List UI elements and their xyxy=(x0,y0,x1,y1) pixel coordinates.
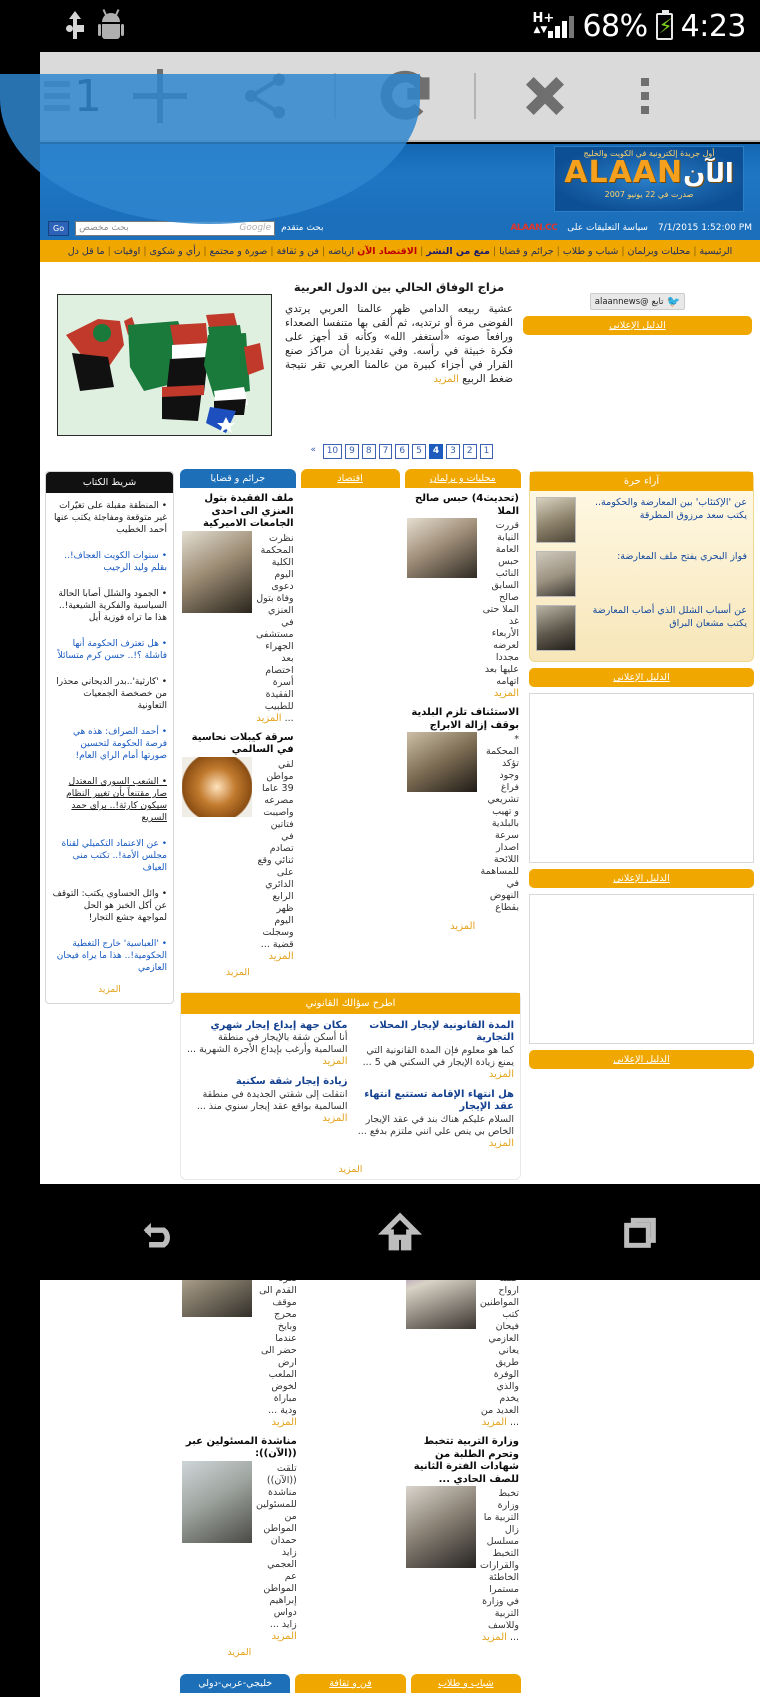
article-body: القدم الى موقف محرج وبايخ عندما حضر الى ارض الملعب لخوض مباراة ودية ... المزيد xyxy=(259,1284,297,1428)
writer-link[interactable]: • هل تعترف الحكومة أنها فاشلة ؟!.. حسن كرم متسائلاً xyxy=(57,639,167,661)
opinion-item[interactable] xyxy=(530,545,753,599)
nav-item-1[interactable]: محليات وبرلمان xyxy=(627,245,691,257)
section-col-jaraim xyxy=(180,469,296,984)
article-more-link[interactable]: المزيد xyxy=(271,1630,297,1642)
site-nav: الرئيسية | محليات وبرلمان | شباب و طلاب | جرائم و قضايا | منع من النشر | الاقتصاد الآن ارياضه | فن و ثقافة | صورة و مجتمع | رأي و شكوى | اوفيات | ما قل دل xyxy=(40,240,760,262)
opinion-item[interactable] xyxy=(530,491,753,545)
clock-label: 4:23 xyxy=(680,8,746,44)
legal-item[interactable] xyxy=(187,1076,348,1125)
article-card[interactable] xyxy=(180,1431,299,1664)
nav-item-11[interactable]: ما قل دل xyxy=(67,245,105,257)
battery-percent-label: 68% xyxy=(582,8,648,44)
writers-strip-panel xyxy=(45,471,174,1004)
lead-article xyxy=(279,262,519,436)
writers-more-link[interactable]: المزيد xyxy=(98,985,121,995)
lead-row xyxy=(40,262,760,436)
logo-arabic: الآن xyxy=(683,159,734,189)
site-header xyxy=(40,144,760,216)
writer-link[interactable]: • المنطقة مقبلة على تغيّرات غير متوقعة ومفاجئة يكتب عنها أحمد الخطيب xyxy=(53,501,167,535)
browser-viewport[interactable] xyxy=(40,144,760,1689)
article-title: سرقة كيبلات نحاسية في السالمي xyxy=(191,731,294,755)
article-body: قررت النيابة العامة حبس النائب السابق صالح الملا حتى غد الأربعاء لعرضه مجددا عليها بعد اتهامه المزيد xyxy=(482,520,519,699)
nav-item-3[interactable]: جرائم و قضايا xyxy=(499,245,554,257)
logo-tagline-bottom: صدرت في 22 يونيو 2007 xyxy=(604,190,694,199)
legal-more-link[interactable]: المزيد xyxy=(322,1112,348,1124)
pager-page-2[interactable]: 2 xyxy=(463,444,477,459)
pager-page-5[interactable]: 5 xyxy=(412,444,426,459)
article-card[interactable] xyxy=(180,488,296,727)
legal-footer-more-link[interactable]: المزيد xyxy=(338,1163,363,1175)
lead-article-body: عشية ربيعه الدامي ظهر عالمنا العربي يرتدي الفوضى مرة أو ترتديه، ثم ألقى بها متنفسا الصعداء ورافعاً صوته «أستغفر الله» وكأنه قد أجهز على فكرة خبيثة في رأسه. وفي تقديرنا أن مراكز صنع القرار في أجزاء كبيرة من عالمنا العربي تقر نتيجة ضغط الربيع المزيد xyxy=(285,303,513,385)
article-title: الاستئناف تلزم البلدية بوقف إزالة الابراج xyxy=(411,707,519,731)
pager-page-9[interactable]: 9 xyxy=(345,444,359,459)
site-utility-bar xyxy=(40,216,760,240)
article-thumbnail xyxy=(182,757,252,817)
legal-question: زيادة إيجار شقة سكنية xyxy=(235,1076,348,1087)
article-more-link[interactable]: المزيد xyxy=(268,950,294,962)
section-header-jaraim[interactable]: جرائم و قضايا xyxy=(180,469,296,488)
site-datetime: 7/1/2015 1:52:00 PM xyxy=(657,223,752,233)
pager-page-4-active[interactable]: 4 xyxy=(429,444,443,459)
android-nav-bar xyxy=(40,1184,760,1280)
overflow-menu-button[interactable] xyxy=(600,51,690,141)
section-more-link[interactable]: المزيد xyxy=(227,1646,252,1658)
section-col-shabab xyxy=(411,1674,521,1693)
site-logo[interactable] xyxy=(554,146,744,212)
article-body: نظرت المحكمة الكلية اليوم دعوى وفاة بتول العنزي في مستشفى الجهراء بعد اختصام أسرة الفقيدة للطبيب ... المزيد xyxy=(255,532,294,724)
pager-prev[interactable]: « xyxy=(307,444,320,459)
article-card[interactable] xyxy=(404,1431,521,1646)
twitter-icon: 🐦 xyxy=(666,295,681,308)
article-title: وزارة التربية تتخبط وتحرم الطلبة من شهادات الفترة الثانية للصف الحادي ... xyxy=(413,1436,519,1485)
nav-item-6[interactable]: ارياضه xyxy=(328,245,355,257)
legal-question: هل انتهاء الإقامة تستتبع انتهاء عقد الإيجار xyxy=(364,1088,514,1112)
legal-section-header: اطرح سؤالك القانوني xyxy=(181,993,520,1014)
search-placeholder: بحث مخصص xyxy=(79,223,129,233)
section-col-iqtisad xyxy=(301,469,400,984)
nav-item-8[interactable]: صورة و مجتمع xyxy=(209,245,268,257)
logo-tagline-top: أول جريدة إلكترونية في الكويت والخليج xyxy=(583,149,715,158)
article-card[interactable] xyxy=(405,702,522,935)
pager-page-10[interactable]: 10 xyxy=(323,444,342,459)
article-body: تلقت ((الآن)) مناشدة للمسئولين من المواطن حمدان زايد العجمي عم المواطن إبراهيم دواس زايد ... المزيد xyxy=(255,1462,297,1642)
network-type-label: H+ xyxy=(532,11,555,26)
section-header-khaleeji[interactable]: خليجي-عربي-دولي xyxy=(180,1674,290,1693)
writer-link[interactable]: • عن الاعتماد التكميلي لقناة مجلس الأمة!.. تكتب منى العياف xyxy=(61,839,167,873)
section-col-fan xyxy=(295,1674,405,1693)
ad-directory-bar-3[interactable]: الدليل الإعلاني xyxy=(529,869,754,888)
status-right-icons xyxy=(532,9,760,44)
home-button[interactable] xyxy=(340,1202,460,1262)
status-left-icons xyxy=(40,11,124,41)
legal-question: المدة القانونية لإيجار المحلات التجارية xyxy=(369,1019,514,1043)
pager-page-8[interactable]: 8 xyxy=(362,444,376,459)
right-sidebar xyxy=(43,465,178,1697)
opinion-item-text: فواز البحري يفتح ملف المعارضة: xyxy=(617,551,747,562)
section-header-shabab[interactable]: شباب و طلاب xyxy=(411,1674,521,1693)
article-thumbnail xyxy=(182,1461,252,1543)
article-thumbnail xyxy=(407,732,477,792)
comments-policy-link[interactable]: سياسة التعليقات على xyxy=(567,223,648,233)
article-thumbnail xyxy=(182,531,252,613)
search-go-button[interactable]: Go xyxy=(48,221,69,236)
legal-more-link[interactable]: المزيد xyxy=(488,1137,514,1149)
pager-page-7[interactable]: 7 xyxy=(379,444,393,459)
writer-link[interactable]: • 'العباسية' خارج التغطية الحكومية!.. هذا ما يراه فيحان العازمي xyxy=(56,939,167,973)
article-more-link[interactable]: المزيد xyxy=(271,1416,297,1428)
writer-link[interactable]: • 'كارثية'..بدر الديحاني محذرا من خصخصة الجمعيات التعاونية xyxy=(56,677,167,711)
writer-link[interactable]: • أحمد الصراف: هذه هي فرصة الحكومة لتحسين صورتها أمام الراي العام! xyxy=(72,727,167,761)
article-thumbnail xyxy=(406,1486,476,1568)
section-header-fan[interactable]: فن و ثقافة xyxy=(295,1674,405,1693)
article-card[interactable] xyxy=(180,727,296,984)
legal-item[interactable] xyxy=(187,1020,348,1069)
legal-answer: أنا أسكن شقة بالإيجار في منطقة السالمية وأرغب بإيداع الأجرة الشهرية ... المزيد xyxy=(186,1032,348,1067)
opinions-panel xyxy=(529,471,754,662)
legal-answer: السلام عليكم هناك بند في عقد الإيجار الخاص بي ينص علي انني ملتزم بدفع ... المزيد xyxy=(357,1113,514,1149)
usb-icon xyxy=(66,11,84,41)
opinions-header: آراء حرة xyxy=(530,472,753,491)
article-more-link[interactable]: المزيد xyxy=(450,921,476,932)
toolbar-divider-2 xyxy=(460,51,490,141)
battery-charging-icon: ⚡ xyxy=(656,13,673,40)
ad-directory-bar-1[interactable]: الدليل الإعلاني xyxy=(523,316,752,335)
home-icon xyxy=(379,1211,421,1253)
article-card[interactable] xyxy=(405,488,522,702)
legal-answer: انتقلت إلى شقتي الجديدة في منطقة السالمية بواقع عقد إيجار سنوي منذ ... المزيد xyxy=(196,1088,348,1124)
article-more-wrap xyxy=(407,914,520,933)
writer-link[interactable]: • وائل الحساوي يكتب: التوقف عن أكل الخبز هو الحل لمواجهة جشع التجار! xyxy=(52,889,167,923)
android-status-bar xyxy=(40,0,760,52)
signal-icon xyxy=(532,11,574,38)
nav-item-4[interactable]: منع من النشر xyxy=(426,245,490,257)
section-row-1 xyxy=(180,469,521,984)
data-arrows-icon: ▲▼ xyxy=(533,25,548,35)
pager-page-3[interactable]: 3 xyxy=(446,444,460,459)
main-content xyxy=(40,465,760,1697)
arab-world-map-image xyxy=(57,294,272,436)
article-body: تخبط وزارة التربية ما زال مسلسل التخبط والقرارات الخاطئة مستمرا في وزارة التربية وللاسف ... المزيد xyxy=(480,1488,519,1643)
nav-item-9[interactable]: رأي و شكوى xyxy=(149,245,201,257)
writers-strip-header: شريط الكتاب xyxy=(46,472,173,493)
article-more-link[interactable]: المزيد xyxy=(256,712,282,724)
writer-link[interactable]: • الشعب السوري المعتدل صار مقتنعاً بأن تغيير النظام سيكون كارثة!.. براي حمد السريع xyxy=(66,777,167,823)
article-title: (تحديث4) حبس صالح الملا xyxy=(415,493,519,517)
article-thumbnail xyxy=(407,518,477,578)
opinion-author-photo xyxy=(536,605,576,651)
section-header-mahaliyat[interactable]: محليات و برلمان xyxy=(405,469,522,488)
recent-apps-button[interactable] xyxy=(580,1202,700,1262)
ad-directory-bar-2[interactable]: الدليل الإعلاني xyxy=(529,668,754,687)
legal-more-link[interactable]: المزيد xyxy=(322,1056,348,1067)
section-col-mahaliyat xyxy=(405,469,522,984)
nav-item-7[interactable]: فن و ثقافة xyxy=(276,245,319,257)
legal-questions-panel xyxy=(180,992,521,1180)
search-engine-label: Google xyxy=(239,223,272,233)
back-icon xyxy=(137,1212,183,1252)
legal-col-left xyxy=(354,1020,515,1158)
legal-item[interactable] xyxy=(354,1089,515,1150)
lead-more-link[interactable]: المزيد xyxy=(433,374,459,385)
ad-slot-2[interactable] xyxy=(529,894,754,1044)
pager-page-6[interactable]: 6 xyxy=(395,444,409,459)
device-screen xyxy=(40,0,760,1689)
article-more-link[interactable]: المزيد xyxy=(493,688,519,699)
logo-wordmark xyxy=(555,155,743,190)
article-more-link[interactable]: المزيد xyxy=(481,1417,507,1428)
site-brand-label: ALAAN.CC xyxy=(510,223,558,233)
back-button[interactable] xyxy=(100,1202,220,1262)
opinion-item[interactable] xyxy=(530,599,753,661)
legal-more-link[interactable]: المزيد xyxy=(488,1068,514,1080)
writer-link[interactable]: • الجمود والشلل أصابا الحالة السياسية والفكرية الشيعية!.. هذا ما تراه فوزية أيل xyxy=(58,589,167,623)
legal-col-right xyxy=(187,1020,348,1158)
twitter-follow[interactable] xyxy=(523,268,752,310)
lead-right-col xyxy=(49,262,279,436)
section-more-link[interactable]: المزيد xyxy=(225,966,250,978)
nav-item-10[interactable]: اوفيات xyxy=(113,245,141,257)
search-input[interactable] xyxy=(75,221,275,236)
lead-left-col xyxy=(519,262,756,436)
ad-slot-1[interactable] xyxy=(529,693,754,863)
article-more-link[interactable]: المزيد xyxy=(481,1632,507,1643)
close-tab-button[interactable] xyxy=(490,51,600,141)
center-column xyxy=(178,465,523,1697)
nav-item-5[interactable]: الاقتصاد الآن xyxy=(357,245,418,257)
header-decoration xyxy=(0,74,420,224)
article-body: * المحكمة تؤكد وجود فراغ تشريعي و تهيب بالبلدية سرعة اصدار اللائحة للمساهمة في النهوض بقطاع xyxy=(480,734,519,913)
twitter-handle: @alaannews xyxy=(594,296,649,307)
legal-question: مكان جهة إيداع إيجار شهري xyxy=(210,1019,348,1031)
article-title: مناشدة المسئولين عبر ((الآن)): xyxy=(185,1435,297,1459)
article-body: ارواح المواطنين كتب فيحان العازمي يعاني طريق الوفرة والذي يخدم العديد من ... المزيد xyxy=(479,1285,519,1428)
nav-item-0[interactable]: الرئيسية xyxy=(699,245,733,257)
ad-directory-bar-4[interactable]: الدليل الإعلاني xyxy=(529,1050,754,1069)
lead-article-title[interactable]: مزاج الوفاق الحالي بين الدول العربية xyxy=(293,280,505,294)
left-sidebar xyxy=(523,465,760,1697)
article-body: لقي مواطن 39 عاما مصرعه واصيبت فتاتين في تصادم ثنائي وقع على الدائري الرابع ظهر اليوم وسجلت قضية ... المزيد xyxy=(257,758,294,962)
advanced-search-link[interactable]: بحث متقدم xyxy=(281,223,324,233)
android-robot-icon xyxy=(98,12,124,40)
legal-answer: كما هو معلوم فإن المدة القانونية التي يمنع زيادة الإيجار في السكني هي 5 ... المزيد xyxy=(362,1044,514,1080)
section-row-3 xyxy=(180,1674,521,1693)
overflow-menu-icon xyxy=(641,78,649,114)
nav-item-2[interactable]: شباب و طلاب xyxy=(562,245,619,257)
opinion-item-text: عن 'الإكتئاب' بين المعارضة والحكومة.. يكتب سعد مرزوق المطرقة xyxy=(595,497,747,521)
pager-page-1[interactable]: 1 xyxy=(480,444,494,459)
section-col-khaleeji xyxy=(180,1674,290,1693)
opinion-author-photo xyxy=(536,497,576,543)
pagination xyxy=(40,436,760,465)
recent-apps-icon xyxy=(620,1212,660,1252)
map-svg xyxy=(58,295,271,435)
twitter-follow-label: تابع xyxy=(651,296,664,307)
section-header-iqtisad[interactable]: اقتصاد xyxy=(301,469,400,488)
opinion-author-photo xyxy=(536,551,576,597)
writer-link[interactable]: • سنوات الكويت العجاف!.. بقلم وليد الرجيب xyxy=(64,551,167,573)
opinion-item-text: عن أسباب الشلل الذي أصاب المعارضة يكتب مشعان البراق xyxy=(592,605,747,629)
article-title: ملف الفقيدة بتول العنزي الى احدى الجامعات الاميركية xyxy=(203,493,294,529)
logo-latin: ALAAN xyxy=(564,155,684,190)
close-icon xyxy=(519,70,571,122)
legal-item[interactable] xyxy=(354,1020,515,1081)
